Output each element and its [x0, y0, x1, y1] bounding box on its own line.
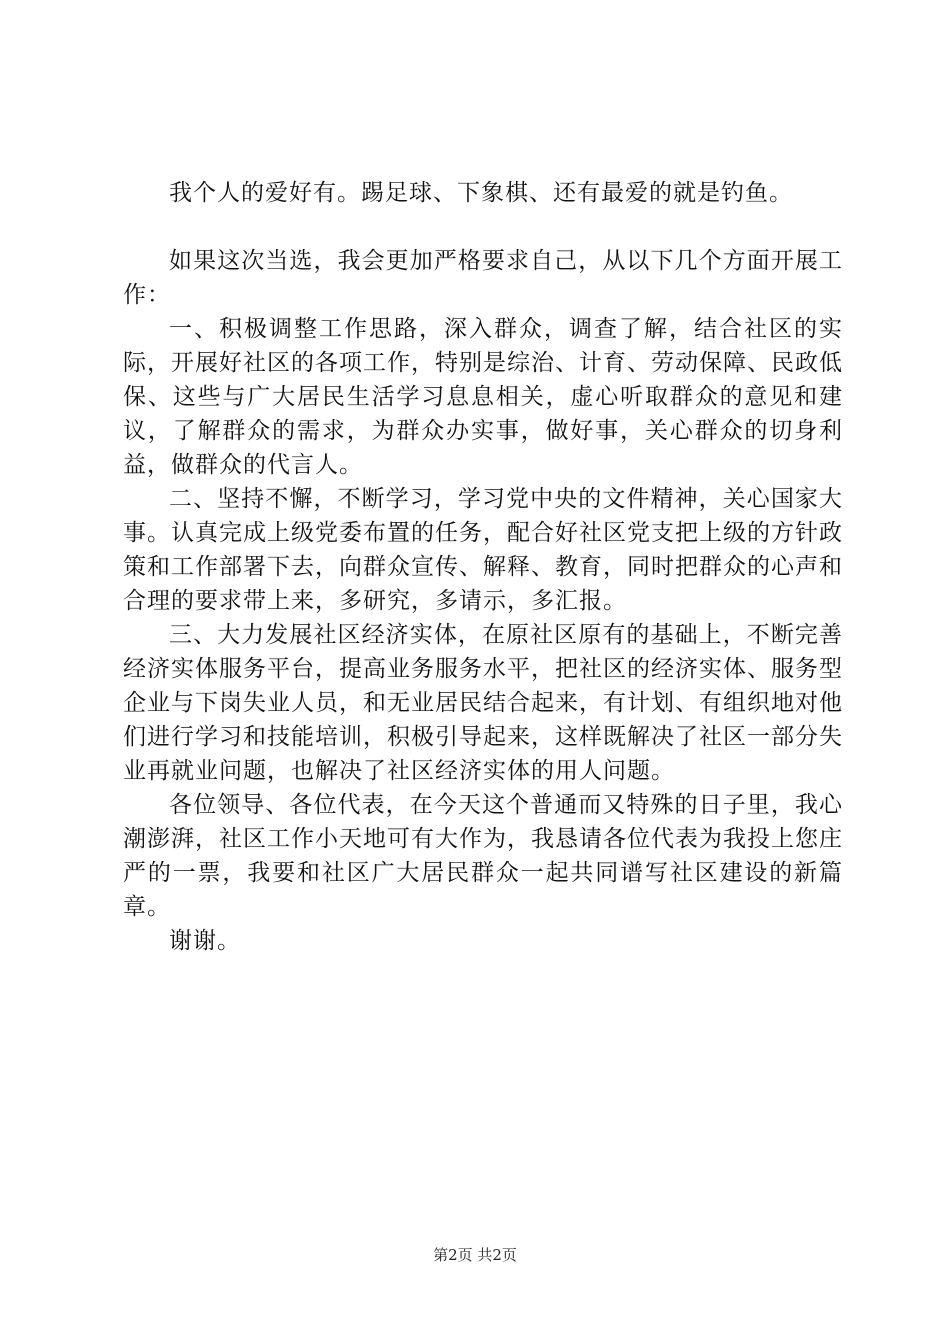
- paragraph-intro: 如果这次当选，我会更加严格要求自己，从以下几个方面开展工作：: [123, 248, 843, 308]
- paragraph-point-three: 三、大力发展社区经济实体，在原社区原有的基础上，不断完善经济实体服务平台，提高业务服务水平，把社区的经济实体、服务型企业与下岗失业人员，和无业居民结合起来，有计划、有组织地对他们进行学习和技能培训，积极引导起来，这样既解决了社区一部分失业再就业问题，也解决了社区经济实体的用人问题。: [123, 622, 843, 784]
- document-body: [123, 176, 843, 958]
- paragraph-point-one: 一、积极调整工作思路，深入群众，调查了解，结合社区的实际，开展好社区的各项工作，特别是综治、计育、劳动保障、民政低保、这些与广大居民生活学习息息相关，虚心听取群众的意见和建议，了解群众的需求，为群众办实事，做好事，关心群众的切身利益，做群众的代言人。: [123, 316, 843, 478]
- paragraph-closing: 各位领导、各位代表，在今天这个普通而又特殊的日子里，我心潮澎湃，社区工作小天地可有大作为，我恳请各位代表为我投上您庄严的一票，我要和社区广大居民群众一起共同谱写社区建设的新篇章。: [123, 792, 843, 920]
- paragraph-hobbies: 我个人的爱好有。踢足球、下象棋、还有最爱的就是钓鱼。: [169, 180, 793, 206]
- page-number-footer: 第2页 共2页: [433, 1246, 517, 1264]
- paragraph-thanks: 谢谢。: [169, 928, 241, 954]
- paragraph-point-two: 二、坚持不懈，不断学习，学习党中央的文件精神，关心国家大事。认真完成上级党委布置的任务，配合好社区党支把上级的方针政策和工作部署下去，向群众宣传、解释、教育，同时把群众的心声和合理的要求带上来，多研究，多请示，多汇报。: [123, 486, 843, 614]
